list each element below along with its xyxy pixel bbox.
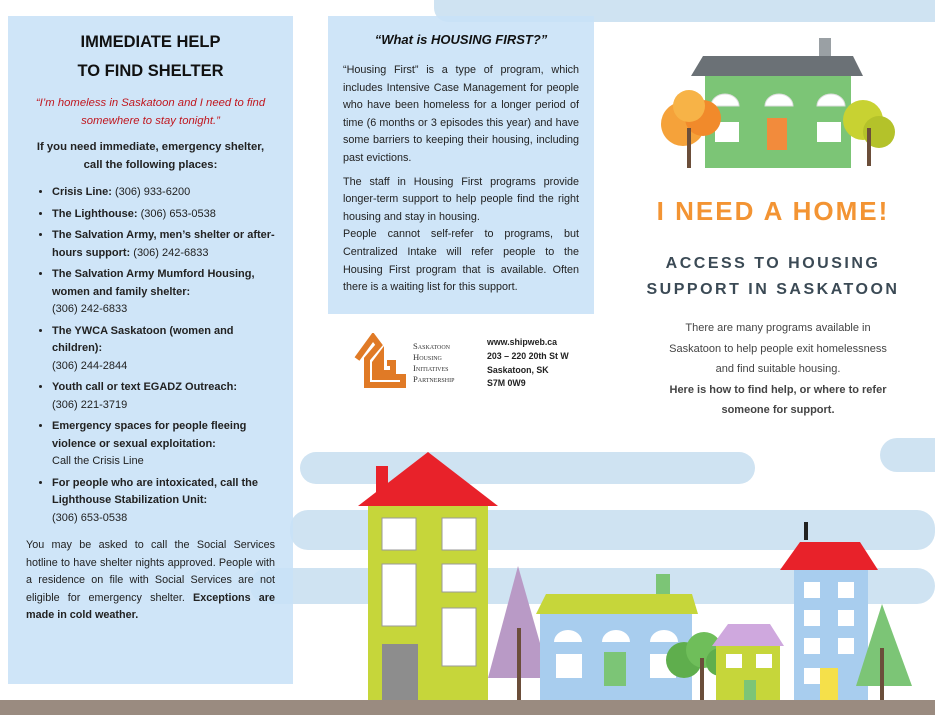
desc-line-bold: Here is how to find help, or where to refer [669,383,887,396]
shelter-name: Crisis Line: [52,186,112,198]
housing-first-p1: “Housing First” is a type of program, which includes Intensive Case Management for people who have been homeless for a longer period of time (6 months or 3 episodes this year) and have some barriers to keeping their housing, including past evictions. [343,64,579,164]
ground [0,700,935,715]
org-name-line: Initiatives [413,363,449,373]
subtitle-line2: SUPPORT IN SASKATOON [646,281,900,298]
immediate-help-panel [8,16,293,684]
shelter-phone: (306) 653-0538 [137,207,216,220]
shelter-phone: (306) 242-6833 [130,246,209,259]
subtitle-line1: ACCESS TO HOUSING [665,255,881,272]
desc-line: and find suitable housing. [715,363,841,375]
main-title: I NEED A HOME! [656,196,890,226]
shelter-contact: (306) 221-3719 [52,398,128,411]
org-name [413,341,454,385]
shelter-name: The Lighthouse: [52,207,138,220]
shelter-list-item [52,227,275,262]
note-exception: Exceptions are made in cold weather. [26,591,276,621]
social-services-note [26,537,275,625]
shelter-name: The YWCA Saskatoon (women and children): [52,324,234,354]
subtitle [612,251,934,303]
website-link[interactable]: www.shipweb.ca [487,337,558,347]
shelter-list-item [52,184,275,202]
shelter-list [26,184,275,527]
shelter-list-item [52,206,275,224]
ship-logo-icon [353,333,408,388]
homeless-quote: “I’m homeless in Saskatoon and I need to find somewhere to stay tonight.” [35,97,266,127]
housing-first-p2: The staff in Housing First programs provide longer-term support to help people find the right housing and stay in housing. [343,175,579,223]
panel-title-line2: TO FIND SHELTER [77,62,224,80]
panel-title-line1: IMMEDIATE HELP [80,33,221,51]
shelter-list-item [52,418,275,471]
shelter-intro: If you need immediate, emergency shelter, call the following places: [36,141,265,171]
address-line1: 203 – 220 20th St W [487,350,569,361]
shelter-name: Emergency spaces for people fleeing violence or sexual exploitation: [52,420,247,450]
green-house-illustration-icon [645,36,907,176]
housing-first-title: “What is HOUSING FIRST?” [374,32,548,47]
shelter-list-item [52,266,275,319]
shelter-contact: Call the Crisis Line [52,455,144,467]
org-name-line: Partnership [413,374,455,384]
shelter-list-item [52,323,275,376]
postal-code: S7M 0W9 [487,378,526,389]
address-line2: Saskatoon, SK [487,364,549,375]
housing-first-panel [328,16,594,314]
note-text: You may be asked to call the Social Services hotline to have shelter nights approved. People with a residence on file with Social Services are not eligible for emergency shelter. [26,539,275,604]
org-name-line: Saskatoon [413,341,451,351]
shelter-name: Youth call or text EGADZ Outreach: [52,381,237,393]
org-contact [487,336,569,391]
cover-description [640,318,916,421]
shelter-contact: (306) 242-6833 [52,303,128,315]
desc-line: There are many programs available in [685,322,871,334]
shelter-list-item [52,475,275,528]
shelter-name: For people who are intoxicated, call the Lighthouse Stabilization Unit: [52,476,258,506]
shelter-name: The Salvation Army, men’s shelter or after-hours support: [52,229,275,259]
shelter-phone: (306) 933-6200 [111,186,191,198]
shelter-name: The Salvation Army Mumford Housing, women and family shelter: [52,268,255,298]
shelter-list-item [52,379,275,414]
houses-illustration-icon [300,448,935,703]
desc-line: Saskatoon to help people exit homelessness [669,342,887,355]
housing-first-p3: People cannot self-refer to programs, but Centralized Intake will refer people to the Housing First program that is available. Often there is a waiting list for this support. [343,228,579,294]
desc-line-bold: someone for support. [721,404,835,416]
shelter-contact: (306) 244-2844 [52,359,128,372]
org-name-line: Housing [413,352,442,362]
shelter-contact: (306) 653-0538 [52,511,128,524]
